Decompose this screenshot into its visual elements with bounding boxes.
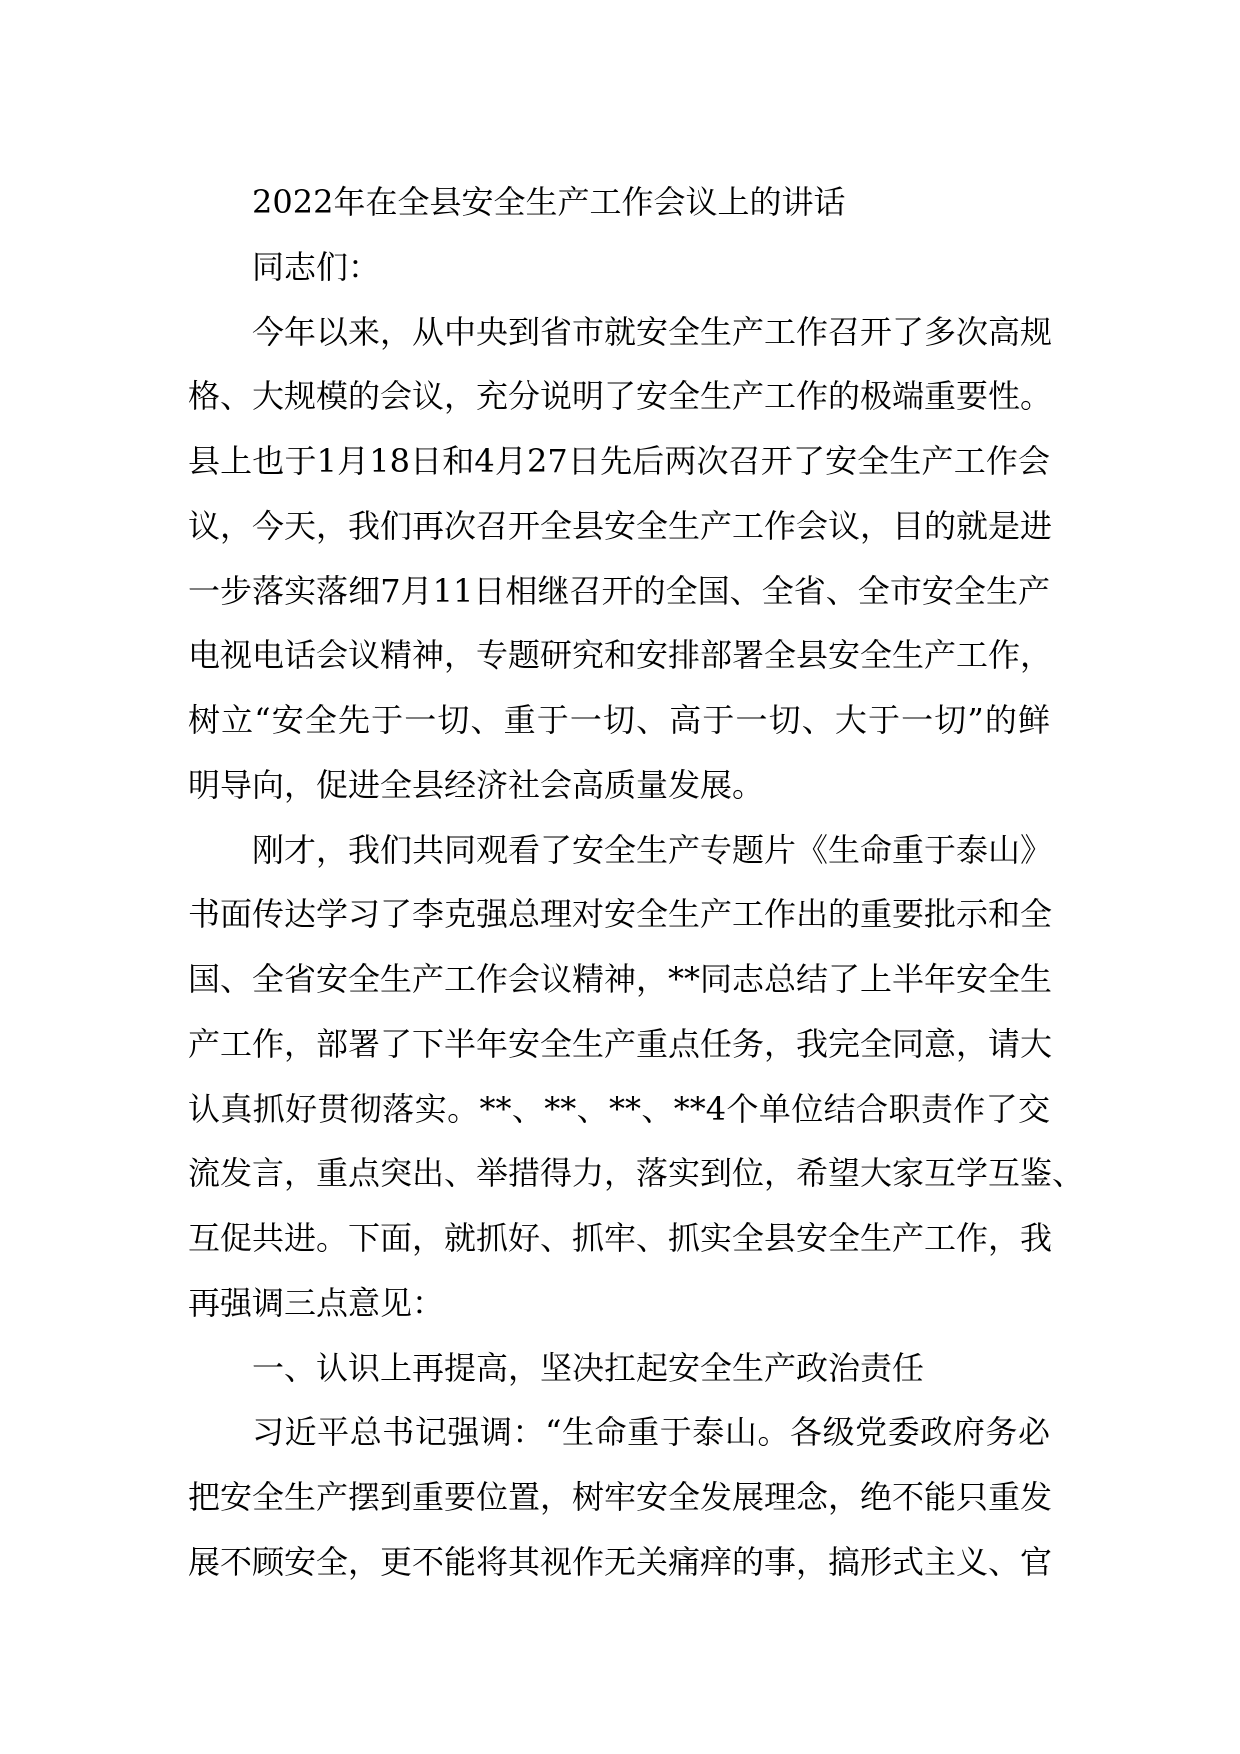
paragraph-line: 国、全省安全生产工作会议精神，**同志总结了上半年安全生 [188, 960, 1053, 998]
paragraph-line: 流发言，重点突出、举措得力，落实到位，希望大家互学互鉴、 [188, 1154, 1085, 1193]
paragraph-line: 展不顾安全，更不能将其视作无关痛痒的事，搞形式主义、官 [188, 1542, 1053, 1581]
paragraph-line: 议，今天，我们再次召开全县安全生产工作会议，目的就是进 [188, 506, 1053, 545]
paragraph-line: 树立“安全先于一切、重于一切、高于一切、大于一切”的鲜 [188, 701, 1050, 739]
paragraph-line: 电视电话会议精神，专题研究和安排部署全县安全生产工作， [188, 636, 1053, 675]
salutation: 同志们： [252, 247, 381, 286]
paragraph-line: 今年以来，从中央到省市就安全生产工作召开了多次高规 [252, 312, 1053, 351]
paragraph-line: 格、大规模的会议，充分说明了安全生产工作的极端重要性。 [188, 377, 1053, 416]
document-title: 2022年在全县安全生产工作会议上的讲话 [252, 183, 846, 221]
paragraph-line: 刚才，我们共同观看了安全生产专题片《生命重于泰山》 [252, 830, 1053, 869]
paragraph-line: 明导向，促进全县经济社会高质量发展。 [188, 765, 765, 804]
paragraph-line: 县上也于1月18日和4月27日先后两次召开了安全生产工作会 [188, 442, 1050, 480]
paragraph-line: 再强调三点意见： [188, 1283, 445, 1322]
paragraph-line: 产工作，部署了下半年安全生产重点任务，我完全同意，请大 [188, 1024, 1053, 1063]
section-heading: 一、认识上再提高，坚决扛起安全生产政治责任 [252, 1348, 925, 1387]
paragraph-line: 认真抓好贯彻落实。**、**、**、**4个单位结合职责作了交 [188, 1089, 1050, 1128]
document-body [188, 170, 1085, 1595]
paragraph-line: 把安全生产摆到重要位置，树牢安全发展理念，绝不能只重发 [188, 1478, 1053, 1516]
paragraph-line: 互促共进。下面，就抓好、抓牢、抓实全县安全生产工作，我 [188, 1219, 1053, 1257]
paragraph-line: 书面传达学习了李克强总理对安全生产工作出的重要批示和全 [188, 895, 1053, 934]
paragraph-line: 习近平总书记强调：“生命重于泰山。各级党委政府务必 [252, 1413, 1050, 1452]
paragraph-line: 一步落实落细7月11日相继召开的全国、全省、全市安全生产 [188, 571, 1050, 610]
